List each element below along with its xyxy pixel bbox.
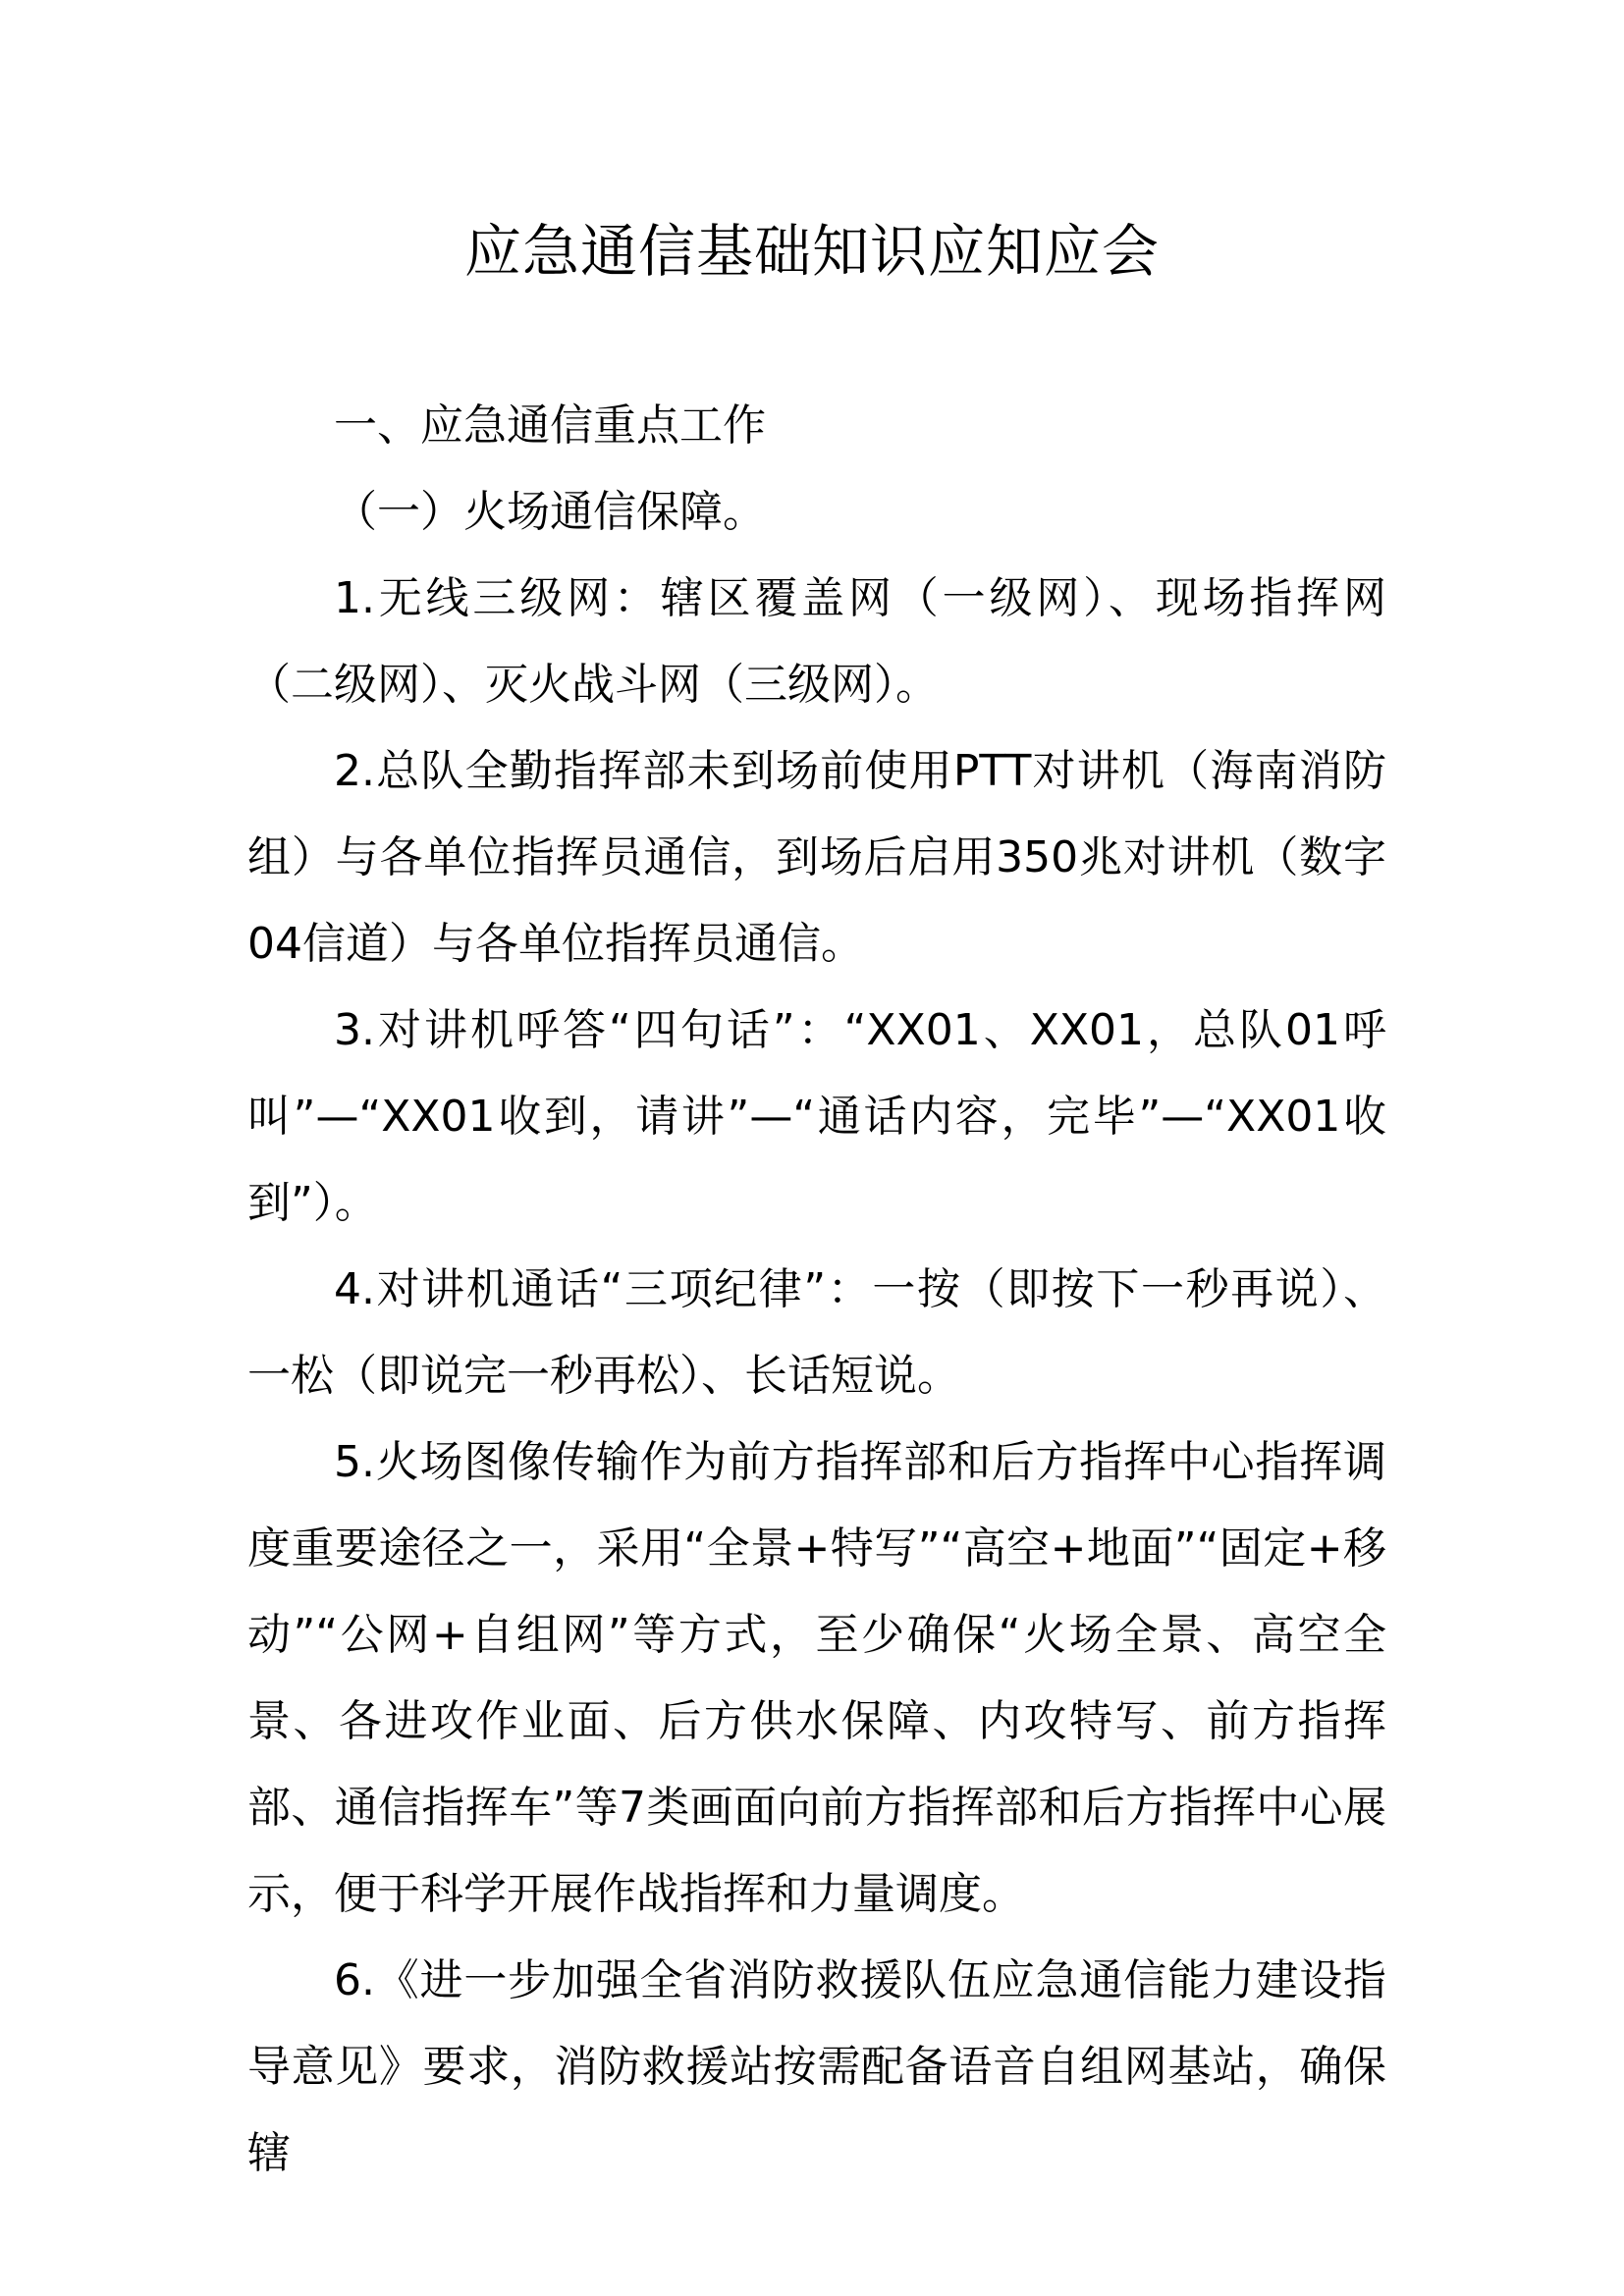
subsection-heading: （一）火场通信保障。 (334, 487, 766, 537)
paragraph-2: 2.总队全勤指挥部未到场前使用PTT对讲机（海南消防组）与各单位指挥员通信，到场后启用350兆对讲机（数字04信道）与各单位指挥员通信。 (247, 746, 1386, 969)
section-heading: 一、应急通信重点工作 (334, 400, 766, 451)
document-body (247, 383, 1386, 2197)
paragraph-5: 5.火场图像传输作为前方指挥部和后方指挥中心指挥调度重要途径之一，采用“全景+特写”“高空+地面”“固定+移动”“公网+自组网”等方式，至少确保“火场全景、高空全景、各进攻作业面、后方供水保障、内攻特写、前方指挥部、通信指挥车”等7类画面向前方指挥部和后方指挥中心展示，便于科学开展作战指挥和力量调度。 (247, 1437, 1386, 1919)
paragraph-3: 3.对讲机呼答“四句话”：“XX01、XX01，总队01呼叫”—“XX01收到，请讲”—“通话内容，完毕”—“XX01收到”）。 (247, 1005, 1386, 1228)
paragraph-6: 6.《进一步加强全省消防救援队伍应急通信能力建设指导意见》要求，消防救援站按需配备语音自组网基站，确保辖 (247, 1955, 1386, 2178)
document-title: 应急通信基础知识应知应会 (463, 218, 1160, 285)
paragraph-4: 4.对讲机通话“三项纪律”：一按（即按下一秒再说）、一松（即说完一秒再松）、长话短说。 (247, 1264, 1386, 1401)
paragraph-1: 1.无线三级网：辖区覆盖网（一级网）、现场指挥网（二级网）、灭火战斗网（三级网）。 (247, 573, 1386, 710)
